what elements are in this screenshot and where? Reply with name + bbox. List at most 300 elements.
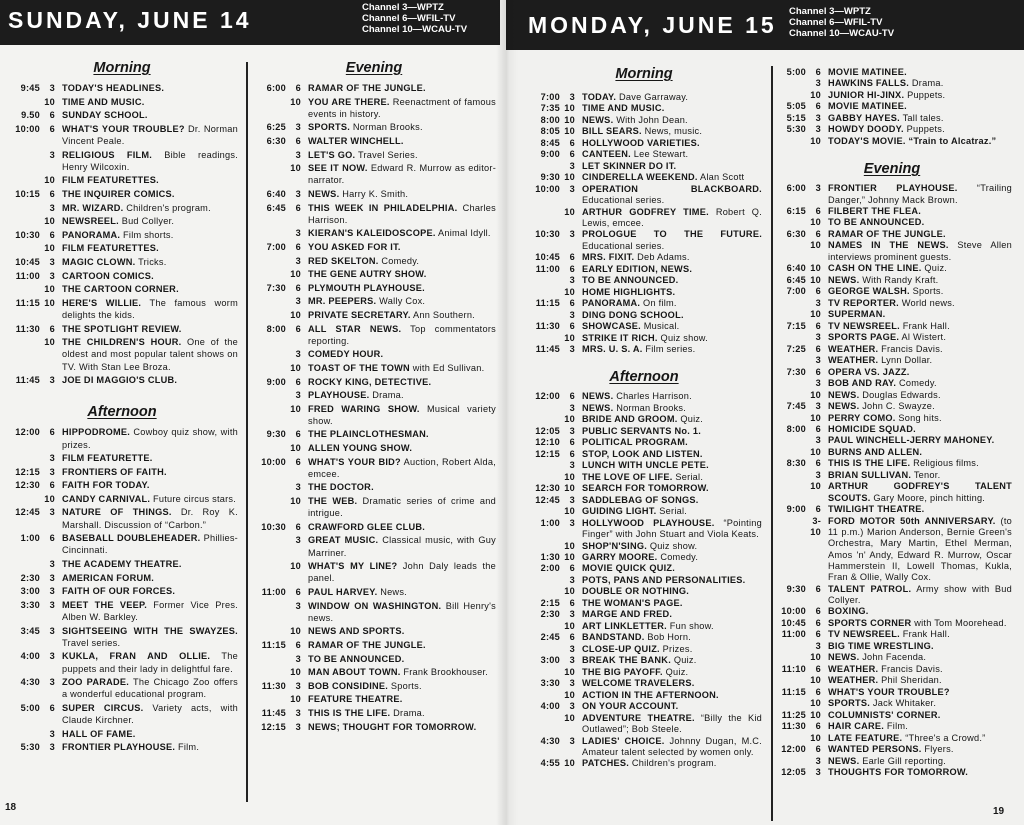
program-title: MEET THE VEEP. [62,599,148,610]
program-listing [772,435,1012,446]
channel-number: 3 [815,640,821,651]
program-listing [252,376,496,388]
program-description: with Tom Moorehead. [914,617,1007,628]
channel-number: 10 [564,286,575,297]
time-slot [526,541,560,552]
time-slot: 6:40 [266,188,286,199]
time-slot [252,666,286,678]
program-body [582,138,762,149]
channel-number: 3 [569,643,575,654]
program-listing [6,123,238,147]
program-body [308,481,496,493]
program-title: SIGHTSEEING WITH THE SWAYZES. [62,625,238,636]
program-listing [526,115,762,126]
program-description: One of the oldest and most popular talent shows on TV. With Stan Lee Broza. [62,337,238,372]
program-listing [526,690,762,701]
program-title: SUPERMAN. [828,309,886,320]
program-body [828,183,1012,206]
program-title: ADVENTURE THEATRE. [582,712,695,723]
program-title: TODAY. [582,92,617,102]
program-title: SEARCH FOR TOMORROW. [582,483,709,494]
time-slot [772,481,806,504]
program-listing [526,252,762,263]
program-body [62,323,238,335]
channel-number: 10 [810,412,821,423]
channel-number: 3 [815,183,821,194]
time-slot: 12:30 [535,483,560,494]
program-body [828,756,1012,767]
program-title: THE CHILDREN'S HOUR. [62,337,182,348]
program-body [828,78,1012,89]
time-slot: 11:30 [261,680,286,691]
program-listing [772,641,1012,652]
program-description: Bible readings. Henry Wilcoxin. [62,149,239,172]
program-listing [526,414,762,425]
channel-legend-item: Channel 10—WCAU-TV [362,24,468,35]
program-body [62,532,238,556]
program-body [582,126,762,137]
program-body [62,109,238,121]
program-listing [526,149,762,160]
program-description: News. [380,587,407,598]
program-title: TO BE ANNOUNCED. [582,275,679,286]
program-listing [772,481,1012,504]
time-slot: 2:30 [20,572,40,583]
channel-number: 3 [295,296,301,307]
program-description: Bill Henry's news. [308,600,496,623]
channel-number: 10 [564,689,575,700]
program-title: WHAT'S YOUR TROUBLE? [62,123,185,134]
time-slot: 6:40 [786,263,806,274]
time-slot: 4:55 [540,758,560,769]
channel-number: 10 [290,561,301,572]
channel-number: 3 [815,469,821,480]
channel-number: 6 [815,101,821,112]
program-description: Quiz. [680,414,704,425]
time-slot [772,447,806,458]
program-body [582,229,762,252]
program-title: TODAY'S HEADLINES. [62,83,165,93]
channel-number: 10 [810,675,821,686]
program-body [828,124,1012,135]
program-listing [526,667,762,678]
time-slot [772,309,806,320]
program-listing [772,263,1012,274]
time-slot: 2:45 [540,632,560,643]
channel-number: 6 [569,149,575,160]
program-listing [6,188,238,200]
program-listing [6,702,238,726]
program-body [828,629,1012,640]
program-title: CINDERELLA WEEKEND. [582,172,698,183]
program-body [582,275,762,286]
channel-number: 3 [295,349,301,360]
program-description: Top commentators reporting. [308,323,497,346]
time-slot: 11:00 [261,587,286,598]
program-title: ALLEN YOUNG SHOW. [308,443,413,454]
channel-number: 6 [49,703,55,714]
program-title: THE WOMAN'S PAGE. [582,597,683,608]
time-slot: 7:15 [786,320,806,331]
time-slot: 9:00 [540,149,560,160]
program-title: BREAK THE BANK. [582,655,671,666]
time-slot [526,161,560,172]
channel-number: 10 [810,446,821,457]
time-slot [772,136,806,147]
page-sunday [0,0,506,825]
time-slot: 10:15 [15,188,40,199]
program-title: TV NEWSREEL. [828,629,900,640]
program-body [62,426,238,450]
channel-number: 6 [569,597,575,608]
time-slot: 11:30 [535,321,560,332]
channel-number: 6 [49,229,55,240]
channel-number: 10 [810,135,821,146]
channel-number: 3 [49,375,55,386]
program-body [582,632,762,643]
program-description: On film. [643,298,677,309]
program-body [308,202,496,226]
program-listing [252,188,496,200]
channel-number: 6 [815,320,821,331]
channel-number: 6 [295,640,301,651]
program-listing [526,678,762,689]
schedule-section [6,404,238,753]
time-slot: 3:30 [540,678,560,689]
program-title: POTS, PANS AND PERSONALITIES. [582,574,746,585]
program-listing [252,362,496,374]
section-heading: Evening [863,161,921,178]
channel-number: 3 [569,229,575,240]
program-listing [526,586,762,597]
program-body [308,403,496,427]
program-listing [526,184,762,207]
channel-number: 3 [49,599,55,610]
program-body [62,572,238,584]
program-title: BASEBALL DOUBLEHEADER. [62,533,201,544]
program-title: NATURE OF THINGS. [62,507,172,518]
channel-number: 3 [569,309,575,320]
program-body [582,621,762,632]
channel-number: 3 [295,680,301,691]
program-listing [772,606,1012,617]
program-body [828,206,1012,217]
channel-number: 6 [815,686,821,697]
program-description: Children's program. [126,202,211,213]
program-listing [6,297,238,321]
channel-number: 6 [295,587,301,598]
program-title: PANORAMA. [62,229,121,240]
program-body [582,483,762,494]
time-slot: 6:30 [266,135,286,146]
program-listing [6,374,238,386]
program-title: DING DONG SCHOOL. [582,309,684,320]
program-listing [6,558,238,570]
time-slot: 1:00 [20,533,40,544]
program-title: FILBERT THE FLEA. [828,205,922,216]
time-slot: 4:30 [20,677,40,688]
program-body [582,298,762,309]
schedule-section [252,60,496,733]
channel-number: 10 [564,712,575,723]
program-description: Musical. [643,321,680,332]
time-slot [526,414,560,425]
program-title: THIS IS THE LIFE. [828,458,911,469]
program-title: YOU ARE THERE. [308,96,390,107]
time-slot: 6:45 [786,274,806,285]
program-description: World news. [901,297,955,308]
time-slot [772,435,806,446]
program-listing [772,229,1012,240]
channel-number: 3 [295,708,301,718]
program-listing [252,625,496,637]
channel-number: 6 [49,427,55,438]
program-body [828,424,1012,435]
program-listing [526,103,762,114]
time-slot [526,667,560,678]
time-slot: 7:25 [786,343,806,354]
program-body [62,270,238,282]
time-slot: 11:00 [781,629,806,640]
program-title: HAWKINS FALLS. [828,78,910,89]
program-listing [252,495,496,519]
time-slot [526,586,560,597]
program-body [62,202,238,214]
program-body [828,664,1012,675]
channel-number: 3 [49,651,55,662]
program-body [308,188,496,200]
channel-number: 10 [564,620,575,631]
program-listing [526,298,762,309]
program-description: With John Dean. [616,114,688,125]
time-slot: 8:05 [540,126,560,137]
program-title: TO BE ANNOUNCED. [828,217,925,228]
program-description: Children's program. [631,758,717,769]
time-slot [6,202,40,214]
program-description: Reenactment of famous events in history. [308,96,496,119]
program-body [828,309,1012,320]
program-title: TV REPORTER. [828,297,899,308]
schedule-column [772,67,1012,779]
time-slot: 10:30 [261,521,286,532]
channel-number: 10 [564,206,575,217]
program-title: YOU ASKED FOR IT. [308,241,401,252]
time-slot [252,389,286,401]
program-description: Film. [177,742,200,753]
program-body [62,625,238,649]
time-slot: 10:00 [261,456,286,467]
program-title: MAGIC CLOWN. [62,256,136,267]
time-slot: 10:45 [781,617,806,628]
program-title: SPORTS PAGE. [828,332,900,343]
page-monday [506,0,1024,825]
program-description: Travel Series. [357,149,418,160]
program-listing [252,282,496,294]
day-header [0,0,500,45]
channel-number: 10 [290,443,301,454]
channel-number: 10 [810,89,821,100]
program-body [308,323,496,347]
program-listing [526,207,762,230]
channel-number: 3 [49,507,55,518]
channel-number: 3 [49,728,55,739]
program-listing [6,82,238,94]
program-body [828,390,1012,401]
program-title: FRONTIER PLAYHOUSE. [828,183,958,194]
program-body [308,625,496,637]
channel-number: 6 [569,252,575,263]
program-body [582,552,762,563]
program-listing [252,135,496,147]
channel-number: 10 [564,172,575,183]
time-slot: 9:00 [786,504,806,515]
program-listing [772,78,1012,89]
program-title: RAMAR OF THE JUNGLE. [828,228,946,239]
time-slot [526,713,560,736]
channel-number: 10 [810,309,821,320]
time-slot [252,442,286,454]
program-body [62,96,238,108]
program-listing [6,650,238,674]
time-slot: 2:00 [540,563,560,574]
time-slot: 4:30 [540,735,560,746]
program-body [582,391,762,402]
channel-legend-item: Channel 3—WPTZ [362,2,444,13]
program-listing [526,472,762,483]
program-listing [526,460,762,471]
program-description: Educational series. [582,240,665,251]
program-listing [6,242,238,254]
program-listing [526,713,762,736]
program-title: HALL OF FAME. [62,728,136,739]
program-description: Gary Moore, pinch hitting. [873,492,986,503]
program-listing [6,506,238,530]
program-title: POLITICAL PROGRAM. [582,437,688,448]
time-slot: 11:15 [781,686,806,697]
program-description: Deb Adams. [637,252,690,263]
channel-number: 3 [569,574,575,585]
time-slot [6,558,40,570]
program-body [582,92,762,103]
program-body [828,698,1012,709]
program-listing [252,653,496,665]
program-title: HOMICIDE SQUAD. [828,424,916,434]
time-slot [772,641,806,652]
program-body [828,275,1012,286]
time-slot: 10:00 [535,183,560,194]
time-slot: 12:30 [15,480,40,491]
program-body [308,639,496,651]
schedule-section [526,369,762,769]
program-body [62,466,238,478]
time-slot: 12:00 [15,427,40,438]
program-title: MAN ABOUT TOWN. [308,667,401,678]
time-slot: 3:00 [20,586,40,597]
channel-number: 6 [295,83,301,93]
program-body [582,103,762,114]
program-body [582,736,762,759]
channel-number: 6 [295,456,301,467]
time-slot [526,472,560,483]
time-slot: 11:15 [261,640,286,651]
time-slot: 9:00 [266,376,286,387]
channel-number: 10 [564,483,575,494]
program-title: STRIKE IT RICH. [582,332,658,343]
program-title: THE INQUIRER COMICS. [62,188,175,199]
program-title: NEWS. [828,652,860,663]
time-slot: 5:05 [786,101,806,112]
program-listing [6,323,238,335]
program-title: PLYMOUTH PLAYHOUSE. [308,282,425,293]
program-listing [6,256,238,268]
program-listing [252,162,496,186]
program-body [582,690,762,701]
program-body [582,758,762,769]
program-description: Quiz show. [660,332,708,343]
channel-number: 3 [49,742,55,753]
channel-number: 3 [569,402,575,413]
program-title: THOUGHTS FOR TOMORROW. [828,767,969,778]
program-body [62,336,238,373]
program-title: HOME HIGHLIGHTS. [582,286,676,297]
program-body [62,149,238,173]
program-listing [772,447,1012,458]
program-listing [526,275,762,286]
program-listing [526,632,762,643]
time-slot [252,600,286,624]
column-divider [246,62,248,802]
program-description: Phillies-Cincinnati. [62,533,238,556]
time-slot [6,96,40,108]
program-title: SPORTS CORNER [828,617,912,628]
program-listing [252,534,496,558]
channel-number: 3 [49,466,55,477]
program-title: FILM FEATURETTES. [62,243,159,254]
program-description: Quiz. [665,666,689,677]
time-slot: 11:45 [535,344,560,355]
program-title: THE CARTOON CORNER. [62,284,179,295]
program-title: MOVIE QUICK QUIZ. [582,563,676,574]
program-listing [526,758,762,769]
program-description: Animal Idyll. [437,228,491,239]
channel-number: 3 [569,460,575,471]
day-title: SUNDAY, JUNE 14 [8,7,252,33]
program-listing [526,229,762,252]
program-body [62,585,238,597]
program-description: Travel series. [62,637,121,648]
program-body [62,452,238,464]
channel-number: 3 [295,600,301,611]
program-description: Comedy. [660,551,699,562]
program-listing [252,295,496,307]
program-listing [772,733,1012,744]
time-slot: 10:45 [15,256,40,267]
program-description: Tricks. [138,256,167,267]
time-slot: 11:30 [781,721,806,732]
time-slot: 12:45 [535,494,560,505]
time-slot [252,162,286,186]
time-slot: 5:00 [786,67,806,77]
channel-number: 10 [290,667,301,678]
program-title: MRS. FIXIT. [582,252,635,263]
program-listing [772,367,1012,378]
program-listing [252,149,496,161]
program-description: Variety acts, with Claude Kirchner. [62,703,238,726]
program-body [582,460,762,471]
program-description: Wally Cox. [379,296,426,307]
program-listing [6,466,238,478]
program-body [308,149,496,161]
